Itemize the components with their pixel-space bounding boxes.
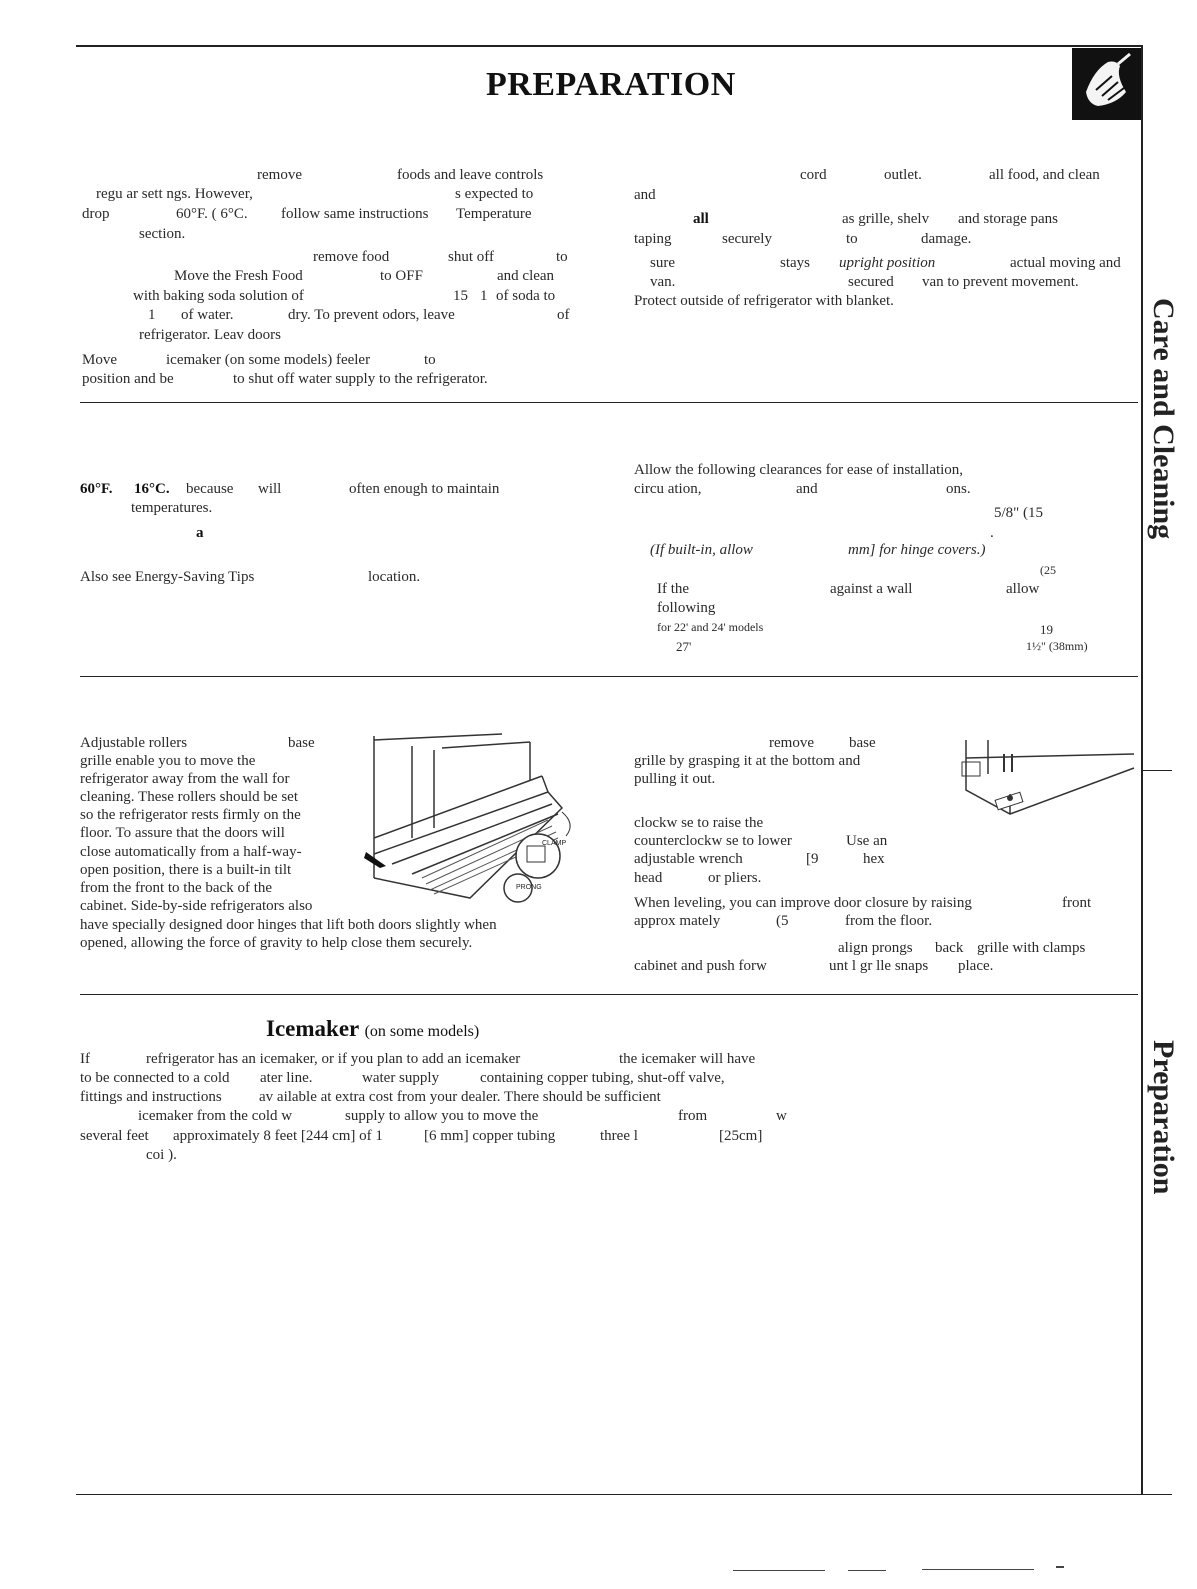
- vacation-line: with baking soda solution of: [133, 288, 304, 304]
- side-tab-care-and-cleaning[interactable]: Care and Cleaning: [1147, 298, 1180, 540]
- clearances-line: for 22' and 24' models: [657, 620, 764, 634]
- moving-line: to: [846, 231, 858, 247]
- rollers-line: close automatically from a half-way-: [80, 844, 302, 860]
- moving-line: damage.: [921, 231, 972, 247]
- vacation-line: position and be: [82, 371, 174, 387]
- vacation-line: to: [556, 249, 568, 265]
- clearances-line: (25: [1040, 563, 1056, 577]
- leveling-line: align prongs: [838, 940, 913, 956]
- clearances-line: Allow the following clearances for ease of installation,: [634, 462, 964, 478]
- rollers-line: grille enable you to move the: [80, 753, 256, 769]
- vacation-line: refrigerator. Leav doors: [139, 327, 282, 343]
- cleaning-hand-icon: [1072, 48, 1142, 120]
- moving-line: outlet.: [884, 167, 922, 183]
- location-line: 16°C.: [134, 481, 170, 497]
- leveling-line: head: [634, 870, 663, 886]
- moving-line: sure: [650, 255, 675, 271]
- icemaker-heading: [266, 1016, 479, 1042]
- icemaker-line: ater line.: [260, 1070, 313, 1086]
- icemaker-heading-title: Icemaker: [266, 1016, 359, 1041]
- moving-line: and: [634, 187, 656, 203]
- rollers-line: open position, there is a built-in tilt: [80, 862, 292, 878]
- vacation-line: 15: [453, 288, 468, 304]
- icemaker-line: several feet: [80, 1128, 149, 1144]
- icemaker-line: three l: [600, 1128, 638, 1144]
- moving-line: and storage pans: [958, 211, 1058, 227]
- moving-line: Protect outside of refrigerator with blanket.: [634, 293, 894, 309]
- vacation-line: to shut off water supply to the refrigerator.: [233, 371, 488, 387]
- location-line: will: [258, 481, 282, 497]
- moving-line: all food, and clean: [989, 167, 1100, 183]
- vacation-line: of water.: [181, 307, 234, 323]
- leveling-line: counterclockw se to lower: [634, 833, 792, 849]
- vacation-line: shut off: [448, 249, 494, 265]
- moving-line: van.: [650, 274, 676, 290]
- vacation-line: of: [557, 307, 570, 323]
- side-tab-preparation[interactable]: Preparation: [1147, 1040, 1180, 1195]
- icemaker-line: approximately 8 feet [244 cm] of 1: [173, 1128, 383, 1144]
- clamp-label: CLAMP: [542, 840, 567, 847]
- leveling-line: Use an: [846, 833, 888, 849]
- section-divider: [80, 402, 1138, 403]
- icemaker-line: w: [776, 1108, 787, 1124]
- leveling-line: place.: [958, 958, 994, 974]
- leveling-line: from the floor.: [845, 913, 933, 929]
- vacation-line: to OFF: [380, 268, 423, 284]
- rollers-line: opened, allowing the force of gravity to help close them securely.: [80, 935, 473, 951]
- icemaker-line: containing copper tubing, shut-off valve,: [480, 1070, 725, 1086]
- leveling-line: approx mately: [634, 913, 721, 929]
- top-rule: [76, 45, 1142, 47]
- rollers-line: from the front to the back of the: [80, 880, 273, 896]
- clearances-line: .: [990, 525, 994, 541]
- icemaker-line: to be connected to a cold: [80, 1070, 230, 1086]
- icemaker-line: av ailable at extra cost from your dealer. There should be sufficient: [259, 1089, 661, 1105]
- rollers-line: cabinet. Side-by-side refrigerators also: [80, 898, 313, 914]
- icemaker-line: water supply: [362, 1070, 440, 1086]
- icemaker-heading-note: (on some models): [364, 1023, 480, 1040]
- footer-dash: [733, 1570, 825, 1571]
- leveling-line: back: [935, 940, 964, 956]
- leveling-line: hex: [863, 851, 885, 867]
- clearances-line: against a wall: [830, 581, 913, 597]
- clearances-line: following: [657, 600, 716, 616]
- leveling-line: remove: [769, 735, 814, 751]
- rollers-line: base: [288, 735, 315, 751]
- icemaker-line: [25cm]: [719, 1128, 763, 1144]
- footer-dash: [1056, 1566, 1064, 1568]
- icemaker-line: coi ).: [146, 1147, 177, 1163]
- vacation-line: 60°F. ( 6°C.: [176, 206, 248, 222]
- clearances-line: (If built-in, allow: [650, 542, 753, 558]
- icemaker-line: refrigerator has an icemaker, or if you plan to add an icemaker: [146, 1051, 521, 1067]
- vacation-line: remove food: [313, 249, 390, 265]
- vacation-line: Move: [82, 352, 117, 368]
- prong-label: PRONG: [516, 884, 542, 891]
- leveling-line: unt l gr lle snaps: [829, 958, 929, 974]
- moving-line: all: [693, 211, 709, 227]
- vacation-line: Temperature: [456, 206, 532, 222]
- footer-dash: [922, 1569, 1034, 1570]
- page-title: PREPARATION: [486, 66, 736, 103]
- base-grille-illustration: [352, 728, 590, 916]
- leveling-line: base: [849, 735, 876, 751]
- location-line: 60°F.: [80, 481, 113, 497]
- leveling-line: cabinet and push forw: [634, 958, 767, 974]
- moving-line: actual moving and: [1010, 255, 1121, 271]
- vacation-line: of soda to: [496, 288, 556, 304]
- vacation-line: s expected to: [455, 186, 534, 202]
- rollers-line: have specially designed door hinges that lift both doors slightly when: [80, 917, 497, 933]
- leveling-leg-illustration: [948, 734, 1138, 824]
- moving-line: secured: [848, 274, 894, 290]
- vacation-line: dry. To prevent odors, leave: [288, 307, 455, 323]
- clearances-line: If the: [657, 581, 690, 597]
- vacation-line: section.: [139, 226, 186, 242]
- leveling-line: adjustable wrench: [634, 851, 743, 867]
- leveling-line: or pliers.: [708, 870, 762, 886]
- leveling-line: clockw se to raise the: [634, 815, 764, 831]
- location-line: often enough to maintain: [349, 481, 500, 497]
- location-line: because: [186, 481, 234, 497]
- bottom-rule: [76, 1494, 1172, 1495]
- leveling-line: front: [1062, 895, 1092, 911]
- icemaker-line: from: [678, 1108, 708, 1124]
- clearances-line: ons.: [946, 481, 971, 497]
- side-tab-divider: [1142, 770, 1172, 771]
- moving-line: taping: [634, 231, 672, 247]
- vacation-line: regu ar sett ngs. However,: [96, 186, 253, 202]
- rollers-line: refrigerator away from the wall for: [80, 771, 290, 787]
- leveling-line: When leveling, you can improve door closure by raising: [634, 895, 972, 911]
- section-divider: [80, 994, 1138, 995]
- rollers-line: so the refrigerator rests firmly on the: [80, 807, 301, 823]
- icemaker-line: supply to allow you to move the: [345, 1108, 539, 1124]
- vacation-line: remove: [257, 167, 302, 183]
- icemaker-line: the icemaker will have: [619, 1051, 756, 1067]
- clearances-line: 19: [1040, 622, 1053, 637]
- icemaker-line: [6 mm] copper tubing: [424, 1128, 556, 1144]
- moving-line: van to prevent movement.: [922, 274, 1079, 290]
- vacation-line: Move the Fresh Food: [174, 268, 303, 284]
- clearances-line: 27': [676, 639, 692, 654]
- moving-line: stays: [780, 255, 810, 271]
- vacation-line: drop: [82, 206, 110, 222]
- moving-line: upright position: [839, 255, 936, 271]
- leveling-line: pulling it out.: [634, 771, 716, 787]
- moving-line: securely: [722, 231, 772, 247]
- clearances-line: 5/8" (15: [994, 505, 1044, 521]
- rollers-line: floor. To assure that the doors will: [80, 825, 285, 841]
- rollers-line: Adjustable rollers: [80, 735, 188, 751]
- icemaker-line: If: [80, 1051, 90, 1067]
- location-line: location.: [368, 569, 421, 585]
- leveling-line: grille by grasping it at the bottom and: [634, 753, 861, 769]
- vacation-line: 1: [480, 288, 488, 304]
- vacation-line: foods and leave controls: [397, 167, 544, 183]
- location-line: temperatures.: [131, 500, 213, 516]
- icemaker-line: icemaker from the cold w: [138, 1108, 293, 1124]
- section-divider: [80, 676, 1138, 677]
- vacation-line: and clean: [497, 268, 555, 284]
- clearances-line: allow: [1006, 581, 1040, 597]
- vacation-line: to: [424, 352, 436, 368]
- footer-dash: [848, 1570, 886, 1571]
- vacation-line: 1: [148, 307, 156, 323]
- location-line: Also see Energy-Saving Tips: [80, 569, 255, 585]
- clearances-line: circu ation,: [634, 481, 702, 497]
- clearances-line: and: [796, 481, 818, 497]
- clearances-line: mm] for hinge covers.): [848, 542, 986, 558]
- rollers-line: cleaning. These rollers should be set: [80, 789, 298, 805]
- icemaker-line: fittings and instructions: [80, 1089, 222, 1105]
- vacation-line: icemaker (on some models) feeler: [166, 352, 371, 368]
- clearances-line: 1½" (38mm): [1026, 639, 1088, 653]
- location-line: a: [196, 525, 204, 541]
- moving-line: cord: [800, 167, 827, 183]
- leveling-line: (5: [776, 913, 789, 929]
- vacation-line: follow same instructions: [281, 206, 429, 222]
- leveling-line: grille with clamps: [977, 940, 1086, 956]
- leveling-line: [9: [806, 851, 819, 867]
- moving-line: as grille, shelv: [842, 211, 930, 227]
